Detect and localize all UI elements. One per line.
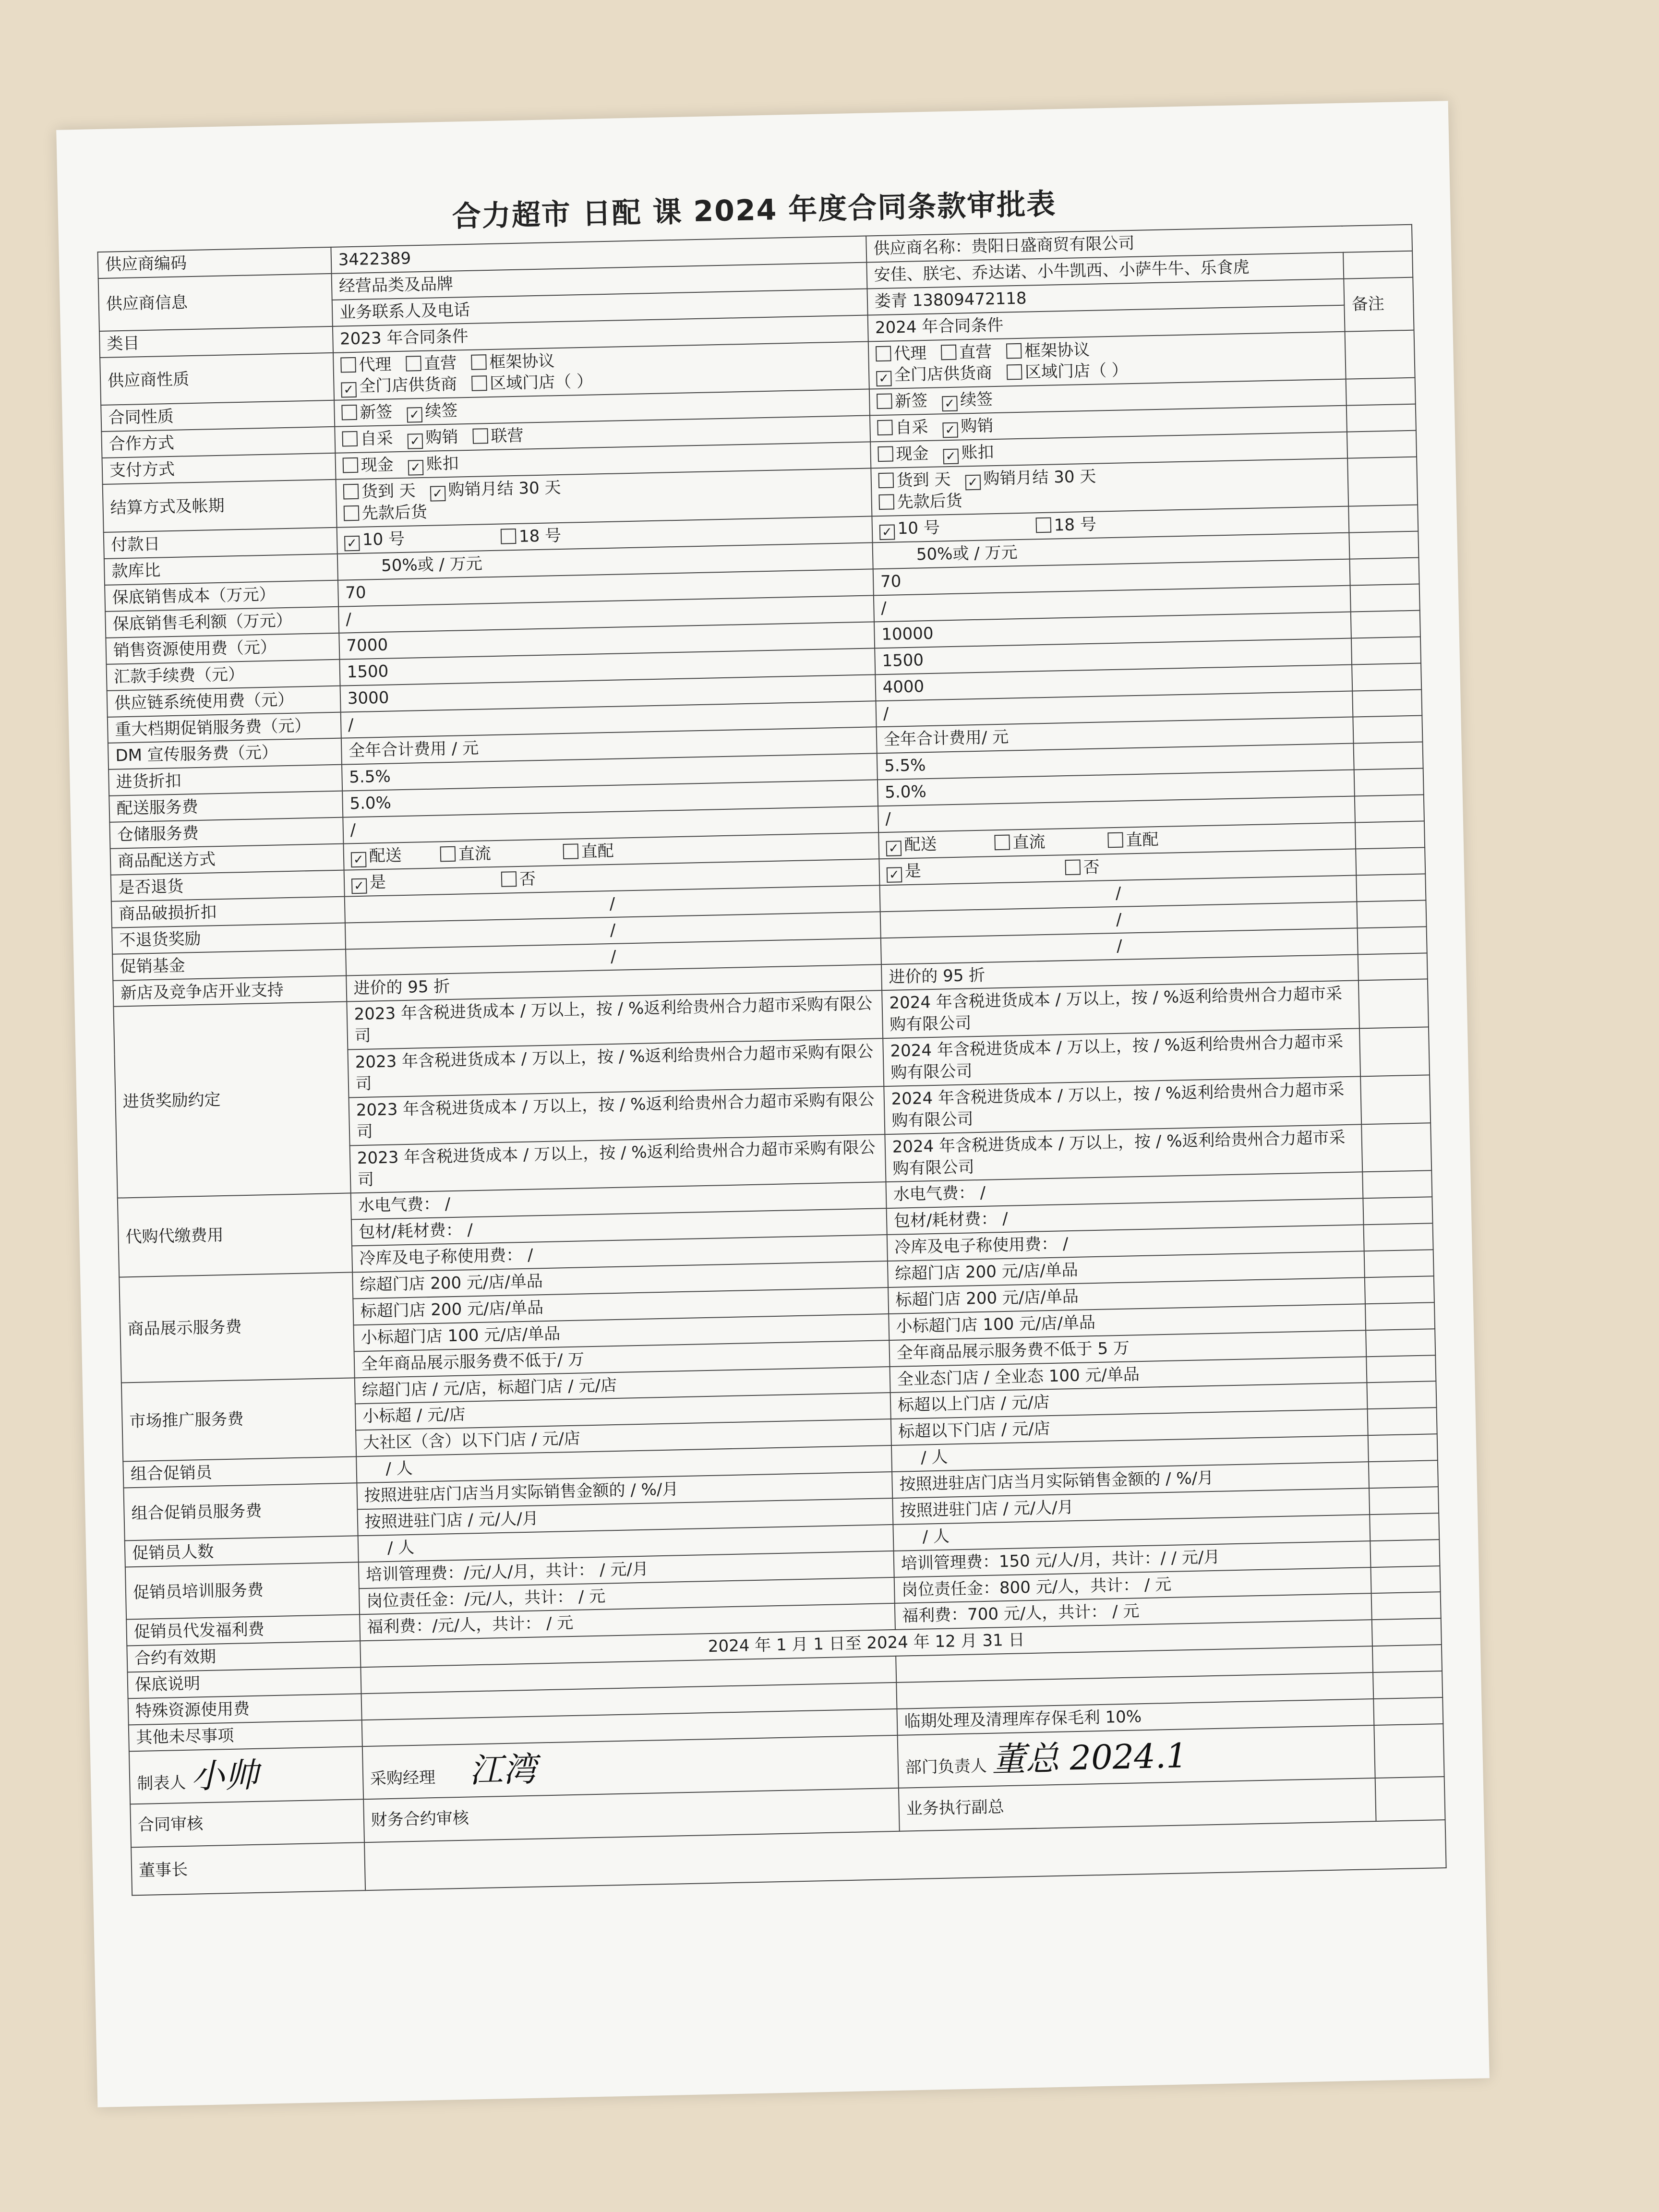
checkbox[interactable] xyxy=(343,505,359,521)
checkbox[interactable] xyxy=(341,405,357,421)
checkbox[interactable] xyxy=(440,846,456,862)
checkbox[interactable] xyxy=(342,431,358,447)
checkbox-checked[interactable]: ✓ xyxy=(876,371,892,387)
table-row: 岗位责任金：/元/人，共计： / 元 岗位责任金：800 元/人，共计： / 元 xyxy=(126,1566,1441,1620)
table-row: 2023 年含税进货成本 / 万以上，按 / %返利给贵州合力超市采购有限公司 2024 年含税进货成本 / 万以上，按 / %返利给贵州合力超市采购有限公司 xyxy=(115,1027,1430,1102)
table-row: 进货折扣 5.5% 5.5% xyxy=(108,742,1423,796)
checkbox[interactable] xyxy=(1065,859,1081,875)
table-row: 保底销售毛利额（万元） / / xyxy=(105,584,1420,638)
table-row: 销售资源使用费（元） 7000 10000 xyxy=(106,610,1420,664)
table-row: 新店及竞争店开业支持 进价的 95 折 进价的 95 折 xyxy=(113,953,1428,1007)
table-row: 全年商品展示服务费不低于/ 万 全年商品展示服务费不低于 5 万 xyxy=(121,1329,1436,1382)
table-row: 小标超门店 100 元/店/单品 小标超门店 100 元/店/单品 xyxy=(120,1302,1435,1356)
table-row: 促销员培训服务费 培训管理费：/元/人/月，共计： / 元/月 培训管理费：150 元/人/月，共计：/ / 元/月 xyxy=(125,1539,1440,1593)
table-row: 代购代缴费用 水电气费： / 水电气费： / xyxy=(118,1171,1432,1225)
nature-label: 供应商性质 xyxy=(100,352,334,405)
table-row: 特殊资源使用费 xyxy=(128,1671,1443,1725)
table-row: 汇款手续费（元） 1500 1500 xyxy=(107,637,1421,690)
table-row: 组合促销员服务费 按照进驻店门店当月实际销售金额的 / %/月 按照进驻店门店当月实际销售金额的 / %/月 xyxy=(123,1460,1438,1514)
cond-2024-header: 2024 年合同条件 xyxy=(867,305,1345,341)
signature-maker: 小帅 xyxy=(191,1755,259,1796)
checkbox-checked[interactable]: ✓ xyxy=(943,449,959,465)
approval-table xyxy=(97,224,1446,1896)
category-label: 类目 xyxy=(99,326,333,357)
contact-value: 娄青 13809472118 xyxy=(867,278,1345,315)
checkbox-checked[interactable]: ✓ xyxy=(344,536,360,552)
checkbox[interactable] xyxy=(406,356,421,372)
checkbox[interactable] xyxy=(340,357,356,373)
table-row: 大社区（含）以下门店 / 元/店 标超以下门店 / 元/店 xyxy=(122,1407,1437,1461)
checkbox[interactable] xyxy=(563,843,578,859)
checkbox-checked[interactable]: ✓ xyxy=(351,878,367,894)
table-row: 进货奖励约定 2023 年含税进货成本 / 万以上，按 / %返利给贵州合力超市采购有限公司 2024 年含税进货成本 / 万以上，按 / %返利给贵州合力超市采购有限公司 xyxy=(113,979,1428,1055)
form-title: 合力超市 日配 课 2024 年度合同条款审批表 xyxy=(452,187,1057,234)
table-row: 商品破损折扣 / / xyxy=(111,874,1426,927)
checkbox-checked[interactable]: ✓ xyxy=(879,525,895,541)
checkbox[interactable] xyxy=(1007,364,1022,380)
table-row: 付款日 ✓ 10 号 18 号 ✓ 10 号 18 号 xyxy=(104,505,1419,559)
table-row: 不退货奖励 / / xyxy=(112,900,1427,954)
checkbox[interactable] xyxy=(343,484,359,500)
table-row: 组合促销员 / 人 / 人 xyxy=(123,1434,1438,1488)
checkbox[interactable] xyxy=(471,376,487,392)
table-row: 制表人 小帅 采购经理 江湾 部门负责人 董总 2024.1 xyxy=(129,1724,1444,1804)
checkbox-checked[interactable]: ✓ xyxy=(408,460,424,476)
table-row: 供应商性质 代理 直营 框架协议 ✓ 全门店供货商 区域门店（ ） 代理 直营 框架协议 ✓ 全门店供货商 区域门店（ ） xyxy=(100,330,1415,405)
cond-2023-header: 2023 年合同条件 xyxy=(333,315,868,352)
checkbox[interactable] xyxy=(878,473,894,489)
table-row: 董事长 xyxy=(131,1820,1446,1895)
table-row: 按照进驻门店 / 元/人/月 按照进驻门店 / 元/人/月 xyxy=(124,1487,1439,1540)
table-row: 是否退货 ✓ 是 否 ✓ 是 否 xyxy=(111,847,1426,901)
table-row: 合约有效期 2024 年 1 月 1 日至 2024 年 12 月 31 日 xyxy=(127,1618,1442,1672)
checkbox-checked[interactable]: ✓ xyxy=(886,841,902,856)
checkbox-checked[interactable]: ✓ xyxy=(351,852,367,868)
pay-day-label: 付款日 xyxy=(104,528,337,559)
table-row: 合作方式 自采 ✓ 购销 联营 自采 ✓ 购销 xyxy=(101,404,1416,458)
supplier-info-label: 供应商信息 xyxy=(98,274,333,331)
checkbox-checked[interactable]: ✓ xyxy=(407,407,422,423)
checkbox[interactable] xyxy=(1107,832,1123,848)
checkbox[interactable] xyxy=(342,457,358,473)
table-row: 供应链系统使用费（元） 3000 4000 xyxy=(107,663,1422,717)
checkbox[interactable] xyxy=(1006,343,1022,359)
checkbox[interactable] xyxy=(501,871,517,887)
table-row: 合同审核 财务合约审核 业务执行副总 xyxy=(130,1777,1445,1847)
checkbox-checked[interactable]: ✓ xyxy=(407,433,423,449)
table-row: 合同性质 新签 ✓ 续签 新签 ✓ 续签 xyxy=(101,378,1416,432)
checkbox-checked[interactable]: ✓ xyxy=(942,422,958,438)
table-row: 促销员人数 / 人 / 人 xyxy=(125,1513,1440,1567)
checkbox[interactable] xyxy=(1035,517,1051,533)
table-row: 款库比 50%或 / 万元 50%或 / 万元 xyxy=(104,531,1419,585)
checkbox-checked[interactable]: ✓ xyxy=(942,396,958,412)
supplier-name: 供应商名称：贵阳日盛商贸有限公司 xyxy=(866,225,1412,263)
brands-value: 安佳、朕宅、乔达诺、小牛凯西、小萨牛牛、乐食虎 xyxy=(866,252,1344,289)
coop-label: 合作方式 xyxy=(101,427,335,458)
checkbox[interactable] xyxy=(941,344,957,360)
checkbox[interactable] xyxy=(877,394,892,409)
contract-type-label: 合同性质 xyxy=(101,400,335,432)
checkbox[interactable] xyxy=(501,529,517,544)
table-row: 商品展示服务费 综超门店 200 元/店/单品 综超门店 200 元/店/单品 xyxy=(119,1250,1434,1303)
checkbox-checked[interactable]: ✓ xyxy=(965,475,981,491)
checkbox[interactable] xyxy=(878,494,894,510)
contract-form-paper xyxy=(56,101,1490,2107)
table-row: 标超门店 200 元/店/单品 标超门店 200 元/店/单品 xyxy=(120,1276,1434,1330)
checkbox[interactable] xyxy=(876,346,891,361)
table-row: 2023 年含税进货成本 / 万以上，按 / %返利给贵州合力超市采购有限公司 2024 年含税进货成本 / 万以上，按 / %返利给贵州合力超市采购有限公司 xyxy=(116,1075,1431,1150)
supplier-code: 3422389 xyxy=(331,236,866,274)
checkbox-checked[interactable]: ✓ xyxy=(887,867,902,883)
table-row: 仓储服务费 / / xyxy=(109,794,1424,848)
checkbox-checked[interactable]: ✓ xyxy=(430,486,445,502)
checkbox[interactable] xyxy=(878,446,893,462)
table-row: DM 宣传服务费（元） 全年合计费用 / 元 全年合计费用/ 元 xyxy=(108,716,1423,769)
table-row: 包材/耗材费： / 包材/耗材费： / xyxy=(118,1197,1433,1251)
table-row: 促销基金 / / xyxy=(112,926,1427,980)
table-row: 配送服务费 5.0% 5.0% xyxy=(109,769,1424,822)
category-brand-label: 经营品类及品牌 xyxy=(331,262,867,300)
table-row: 结算方式及帐期 货到 天 ✓ 购销月结 30 天 先款后货 货到 天 ✓ 购销月结 30 天 先款后货 xyxy=(103,457,1418,532)
settle-label: 结算方式及帐期 xyxy=(103,480,337,532)
table-row: 市场推广服务费 综超门店 / 元/店，标超门店 / 元/店 全业态门店 / 全业态 100 元/单品 xyxy=(121,1355,1436,1409)
table-row: 小标超 / 元/店 标超以上门店 / 元/店 xyxy=(122,1382,1437,1435)
checkbox-checked[interactable]: ✓ xyxy=(341,382,357,398)
pay-method-label: 支付方式 xyxy=(102,453,336,484)
checkbox[interactable] xyxy=(471,354,487,370)
table-row: 冷库及电子称使用费： / 冷库及电子称使用费： / xyxy=(119,1223,1433,1277)
checkbox[interactable] xyxy=(472,429,488,445)
checkbox[interactable] xyxy=(994,834,1010,850)
table-row: 商品配送方式 ✓ 配送 直流 直配 ✓ 配送 直流 直配 xyxy=(110,821,1425,875)
table-row: 2023 年含税进货成本 / 万以上，按 / %返利给贵州合力超市采购有限公司 2024 年含税进货成本 / 万以上，按 / %返利给贵州合力超市采购有限公司 xyxy=(117,1123,1431,1198)
table-row: 保底销售成本（万元） 70 70 xyxy=(105,558,1419,612)
signature-purchase-manager: 江湾 xyxy=(469,1749,537,1791)
supplier-code-label: 供应商编码 xyxy=(98,247,332,278)
contact-label: 业务联系人及电话 xyxy=(332,289,867,326)
table-row: 其他未尽事项 临期处理及清理库存保毛利 10% xyxy=(129,1697,1443,1751)
table-row: 支付方式 现金 ✓ 账扣 现金 ✓ 账扣 xyxy=(102,431,1417,484)
table-row: 重大档期促销服务费（元） / / xyxy=(108,689,1422,743)
table-row: 促销员代发福利费 福利费：/元/人，共计： / 元 福利费：700 元/人，共计： / 元 xyxy=(126,1592,1441,1646)
table-row: 保底说明 xyxy=(127,1645,1442,1698)
checkbox[interactable] xyxy=(877,420,893,436)
signature-dept-head: 董总 2024.1 xyxy=(991,1735,1188,1779)
remark-label: 备注 xyxy=(1344,277,1414,331)
